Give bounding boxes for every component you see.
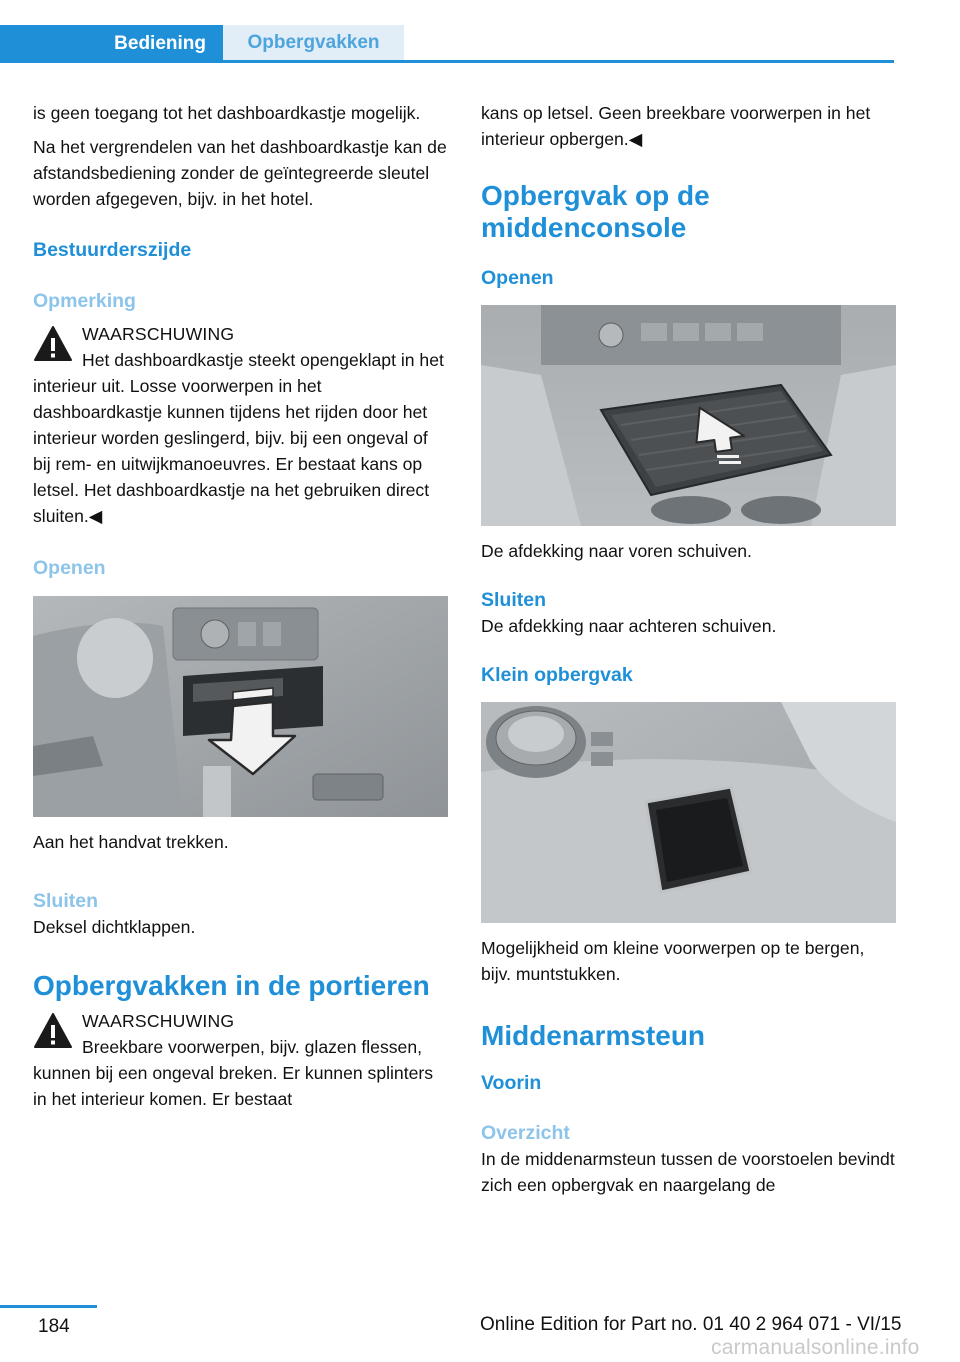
heading-close-console: Sluiten: [481, 589, 547, 611]
warning-text: Het dashboardkastje steekt opengeklapt in het interieur uit. Losse voorwerpen in het dashboardkastje kunnen tijdens het rijden door het interieur worden geslingerd, bijv. bij een ongeval of bij rem- en uitwijkmanoeuvres. Er bestaat kans op letsel. Het dashboardkastje na het gebruiken direct sluiten.◀: [33, 350, 444, 526]
heading-center-console: Opbergvak op de middenconsole: [481, 180, 710, 243]
heading-overview: Overzicht: [481, 1122, 570, 1144]
heading-close-glovebox: Sluiten: [33, 890, 99, 912]
figure-console-cover: [481, 305, 896, 526]
caption-small-compartment: Mogelijkheid om kleine voorwerpen op te bergen, bijv. muntstukken.: [481, 938, 865, 984]
warning-block-door: [33, 1008, 449, 1112]
heading-small-compartment: Klein opbergvak: [481, 664, 633, 686]
right-column: [481, 100, 897, 1198]
heading-open-glovebox: Openen: [33, 557, 106, 579]
heading-driver-side: Bestuurderszijde: [33, 239, 192, 261]
watermark: carmanualsonline.info: [711, 1336, 920, 1359]
warning-triangle-icon: [33, 325, 73, 362]
continued-paragraph: kans op letsel. Geen breekbare voorwerpen in het interieur opbergen.◀: [481, 103, 871, 149]
heading-door-compartments: Opbergvakken in de portieren: [33, 970, 430, 1001]
heading-note: Opmerking: [33, 290, 136, 312]
left-column: [33, 100, 449, 1112]
text-close-console: De afdekking naar achteren schuiven.: [481, 616, 777, 636]
footer-rule: [0, 1305, 97, 1308]
heading-armrest: Middenarmsteun: [481, 1020, 706, 1051]
warning-label: WAARSCHUWING: [82, 1011, 235, 1031]
warning-block-glovebox: [33, 321, 449, 529]
warning-text: Breekbare voorwerpen, bijv. glazen flessen, kunnen bij een ongeval breken. Er kunnen splinters in het interieur komen. Er bestaat: [33, 1037, 434, 1109]
warning-triangle-icon: [33, 1012, 73, 1049]
edition-line: Online Edition for Part no. 01 40 2 964 071 - VI/15: [480, 1314, 902, 1335]
header-rule: [0, 60, 894, 63]
tab-bediening[interactable]: Bediening: [0, 25, 223, 63]
page-number: 184: [38, 1316, 70, 1337]
caption-glovebox-open: Aan het handvat trekken.: [33, 832, 229, 852]
warning-label: WAARSCHUWING: [82, 324, 235, 344]
intro-paragraph-2: Na het vergrendelen van het dashboardkastje kan de afstandsbediening zonder de geïntegreerde sleutel worden afgegeven, bijv. in het hotel.: [33, 137, 447, 209]
intro-paragraph-1: is geen toegang tot het dashboardkastje mogelijk.: [33, 103, 421, 123]
caption-console-open: De afdekking naar voren schuiven.: [481, 541, 752, 561]
tab-opbergvakken[interactable]: Opbergvakken: [223, 25, 404, 60]
text-close-glovebox: Deksel dichtklappen.: [33, 917, 196, 937]
heading-open-console: Openen: [481, 267, 554, 289]
figure-small-compartment: [481, 702, 896, 923]
header-tab-bar: [0, 25, 894, 63]
text-overview: In de middenarmsteun tussen de voorstoelen bevindt zich een opbergvak en naargelang de: [481, 1149, 895, 1195]
heading-front: Voorin: [481, 1072, 542, 1094]
figure-glovebox-handle: [33, 596, 448, 817]
